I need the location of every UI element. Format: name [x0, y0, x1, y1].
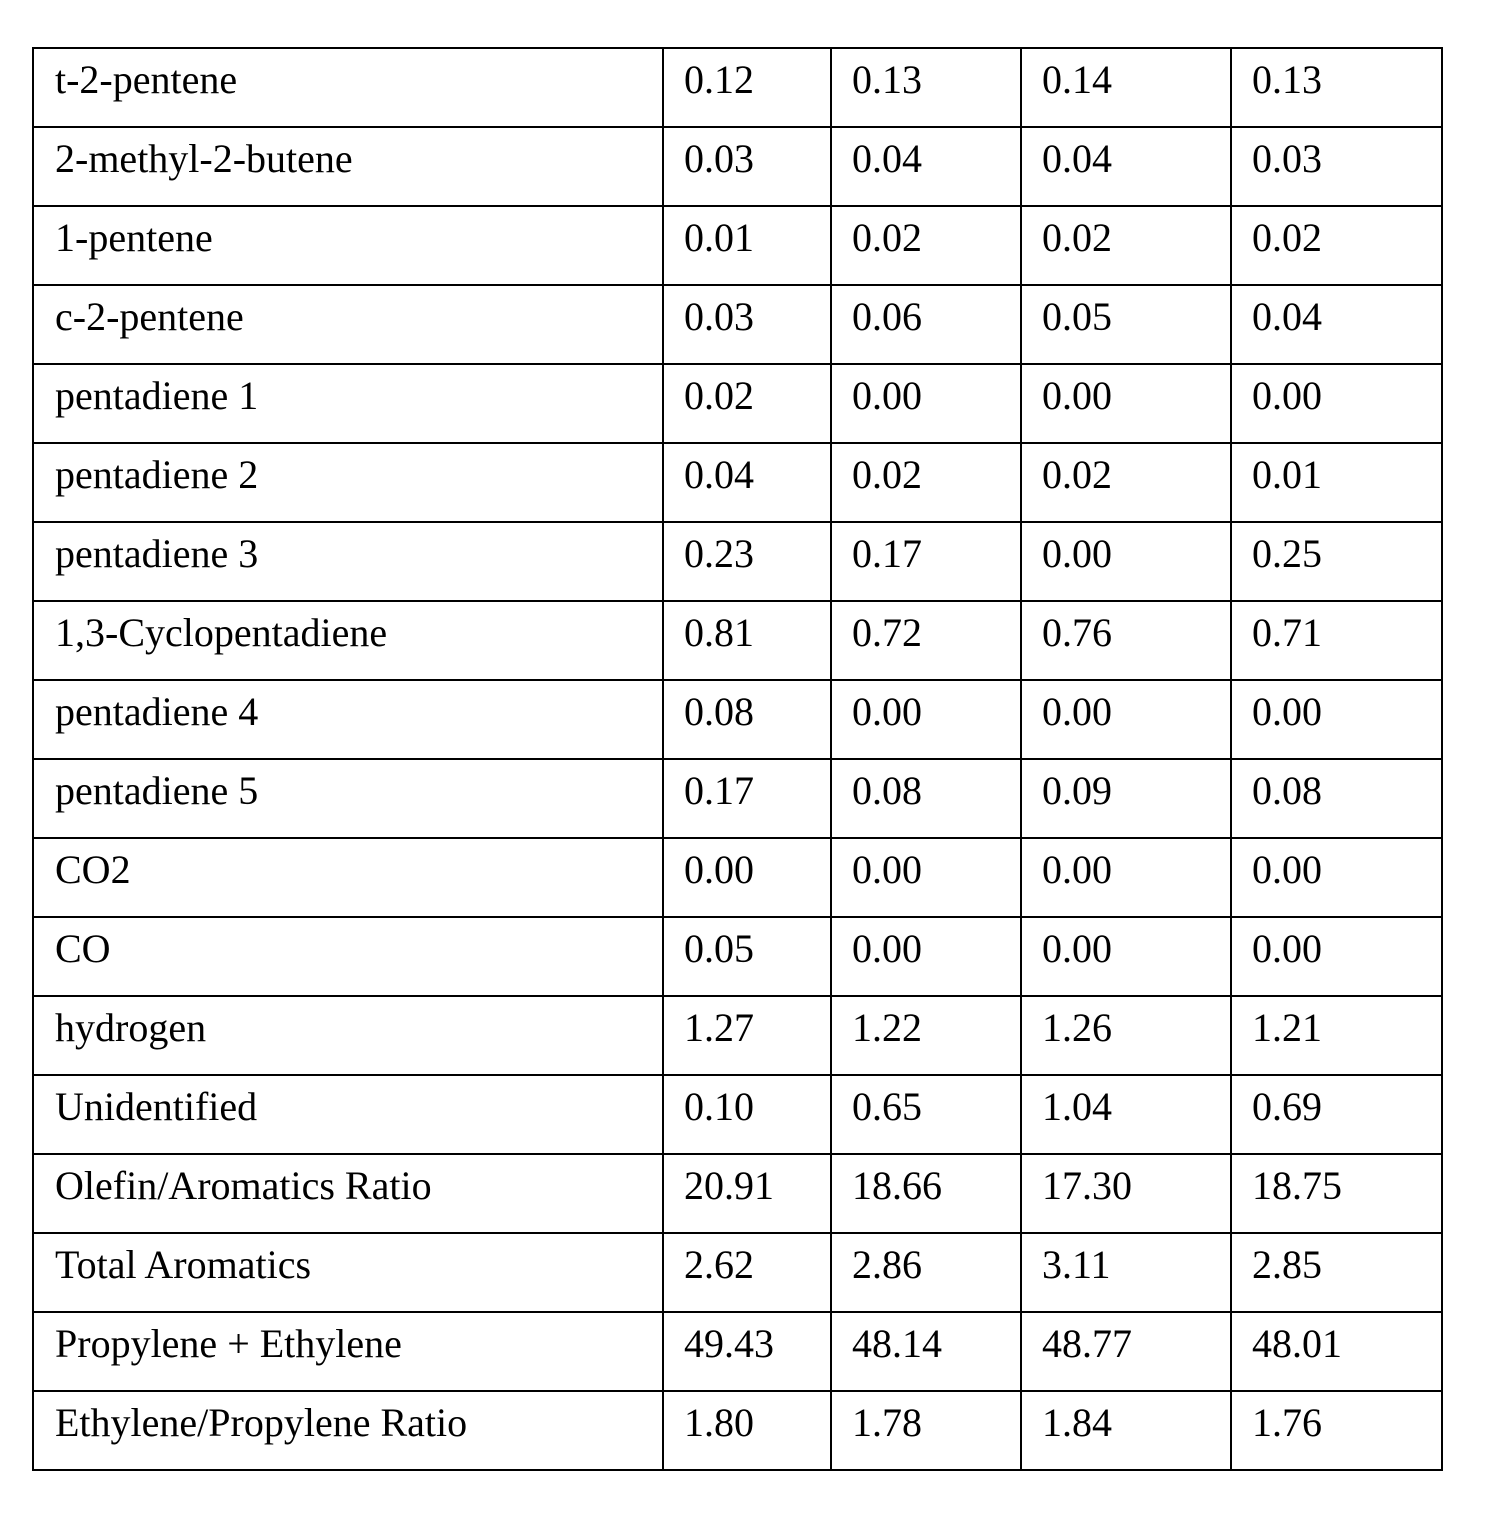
- table-cell: 0.76: [1021, 601, 1231, 680]
- table-cell: 0.65: [831, 1075, 1021, 1154]
- table-cell: 17.30: [1021, 1154, 1231, 1233]
- row-label: CO2: [33, 838, 663, 917]
- table-row: [33, 601, 1442, 680]
- table-cell: 0.05: [663, 917, 831, 996]
- table-row: [33, 206, 1442, 285]
- table-cell: 1.80: [663, 1391, 831, 1470]
- table-cell: 0.08: [663, 680, 831, 759]
- table-row: [33, 1154, 1442, 1233]
- row-label: hydrogen: [33, 996, 663, 1075]
- table-cell: 48.77: [1021, 1312, 1231, 1391]
- table-row: [33, 127, 1442, 206]
- table-body: [33, 48, 1442, 1470]
- table-cell: 0.00: [831, 917, 1021, 996]
- table-row: [33, 285, 1442, 364]
- table-row: [33, 917, 1442, 996]
- table-cell: 1.84: [1021, 1391, 1231, 1470]
- table-cell: 0.00: [1231, 364, 1442, 443]
- table-row: [33, 443, 1442, 522]
- table-row: [33, 680, 1442, 759]
- table-cell: 20.91: [663, 1154, 831, 1233]
- table-cell: 0.00: [831, 838, 1021, 917]
- table-cell: 0.81: [663, 601, 831, 680]
- row-label: 1-pentene: [33, 206, 663, 285]
- table-row: [33, 522, 1442, 601]
- table-row: [33, 996, 1442, 1075]
- table-cell: 0.12: [663, 48, 831, 127]
- table-cell: 0.00: [1231, 917, 1442, 996]
- table-cell: 1.26: [1021, 996, 1231, 1075]
- table-cell: 0.08: [1231, 759, 1442, 838]
- table-cell: 49.43: [663, 1312, 831, 1391]
- table-cell: 0.03: [663, 285, 831, 364]
- row-label: 1,3-Cyclopentadiene: [33, 601, 663, 680]
- table-cell: 48.14: [831, 1312, 1021, 1391]
- row-label: Olefin/Aromatics Ratio: [33, 1154, 663, 1233]
- table-cell: 1.04: [1021, 1075, 1231, 1154]
- table-cell: 0.25: [1231, 522, 1442, 601]
- table-cell: 0.00: [1021, 680, 1231, 759]
- row-label: pentadiene 2: [33, 443, 663, 522]
- row-label: Ethylene/Propylene Ratio: [33, 1391, 663, 1470]
- row-label: t-2-pentene: [33, 48, 663, 127]
- table-cell: 0.17: [663, 759, 831, 838]
- table-row: [33, 1391, 1442, 1470]
- table-cell: 0.06: [831, 285, 1021, 364]
- table-cell: 0.00: [663, 838, 831, 917]
- table-cell: 0.03: [663, 127, 831, 206]
- table-cell: 1.22: [831, 996, 1021, 1075]
- table-cell: 0.02: [663, 364, 831, 443]
- table-row: [33, 364, 1442, 443]
- table-row: [33, 1312, 1442, 1391]
- table-cell: 1.27: [663, 996, 831, 1075]
- table-cell: 2.62: [663, 1233, 831, 1312]
- table-cell: 0.00: [831, 680, 1021, 759]
- table-cell: 2.85: [1231, 1233, 1442, 1312]
- table-cell: 0.13: [831, 48, 1021, 127]
- table-cell: 0.23: [663, 522, 831, 601]
- table-cell: 0.04: [1231, 285, 1442, 364]
- table-cell: 0.04: [1021, 127, 1231, 206]
- row-label: 2-methyl-2-butene: [33, 127, 663, 206]
- table-cell: 0.00: [1021, 917, 1231, 996]
- table-cell: 0.02: [1021, 443, 1231, 522]
- table-cell: 0.01: [663, 206, 831, 285]
- table-cell: 48.01: [1231, 1312, 1442, 1391]
- table-cell: 0.69: [1231, 1075, 1442, 1154]
- table-cell: 0.04: [831, 127, 1021, 206]
- table-cell: 0.02: [831, 443, 1021, 522]
- table-row: [33, 1075, 1442, 1154]
- table-cell: 0.02: [1021, 206, 1231, 285]
- table-cell: 0.71: [1231, 601, 1442, 680]
- row-label: pentadiene 3: [33, 522, 663, 601]
- row-label: Propylene + Ethylene: [33, 1312, 663, 1391]
- table-cell: 0.02: [831, 206, 1021, 285]
- table-cell: 0.00: [1021, 522, 1231, 601]
- table-cell: 0.00: [831, 364, 1021, 443]
- table-cell: 0.14: [1021, 48, 1231, 127]
- table-cell: 1.78: [831, 1391, 1021, 1470]
- table-cell: 0.13: [1231, 48, 1442, 127]
- row-label: pentadiene 1: [33, 364, 663, 443]
- table-cell: 0.09: [1021, 759, 1231, 838]
- row-label: Total Aromatics: [33, 1233, 663, 1312]
- row-label: c-2-pentene: [33, 285, 663, 364]
- table-cell: 0.04: [663, 443, 831, 522]
- table-cell: 3.11: [1021, 1233, 1231, 1312]
- table-cell: 18.75: [1231, 1154, 1442, 1233]
- table-cell: 0.10: [663, 1075, 831, 1154]
- table-row: [33, 759, 1442, 838]
- row-label: pentadiene 5: [33, 759, 663, 838]
- table-row: [33, 48, 1442, 127]
- table-cell: 0.03: [1231, 127, 1442, 206]
- table-row: [33, 838, 1442, 917]
- table-cell: 2.86: [831, 1233, 1021, 1312]
- data-table: [32, 47, 1443, 1471]
- table-cell: 0.02: [1231, 206, 1442, 285]
- table-cell: 0.00: [1231, 838, 1442, 917]
- table-cell: 1.21: [1231, 996, 1442, 1075]
- table-cell: 0.00: [1231, 680, 1442, 759]
- table-cell: 0.72: [831, 601, 1021, 680]
- table-cell: 0.08: [831, 759, 1021, 838]
- row-label: CO: [33, 917, 663, 996]
- table-cell: 0.00: [1021, 364, 1231, 443]
- table-cell: 1.76: [1231, 1391, 1442, 1470]
- row-label: pentadiene 4: [33, 680, 663, 759]
- table-row: [33, 1233, 1442, 1312]
- table-cell: 0.05: [1021, 285, 1231, 364]
- table-cell: 18.66: [831, 1154, 1021, 1233]
- table-cell: 0.00: [1021, 838, 1231, 917]
- row-label: Unidentified: [33, 1075, 663, 1154]
- table-cell: 0.01: [1231, 443, 1442, 522]
- table-cell: 0.17: [831, 522, 1021, 601]
